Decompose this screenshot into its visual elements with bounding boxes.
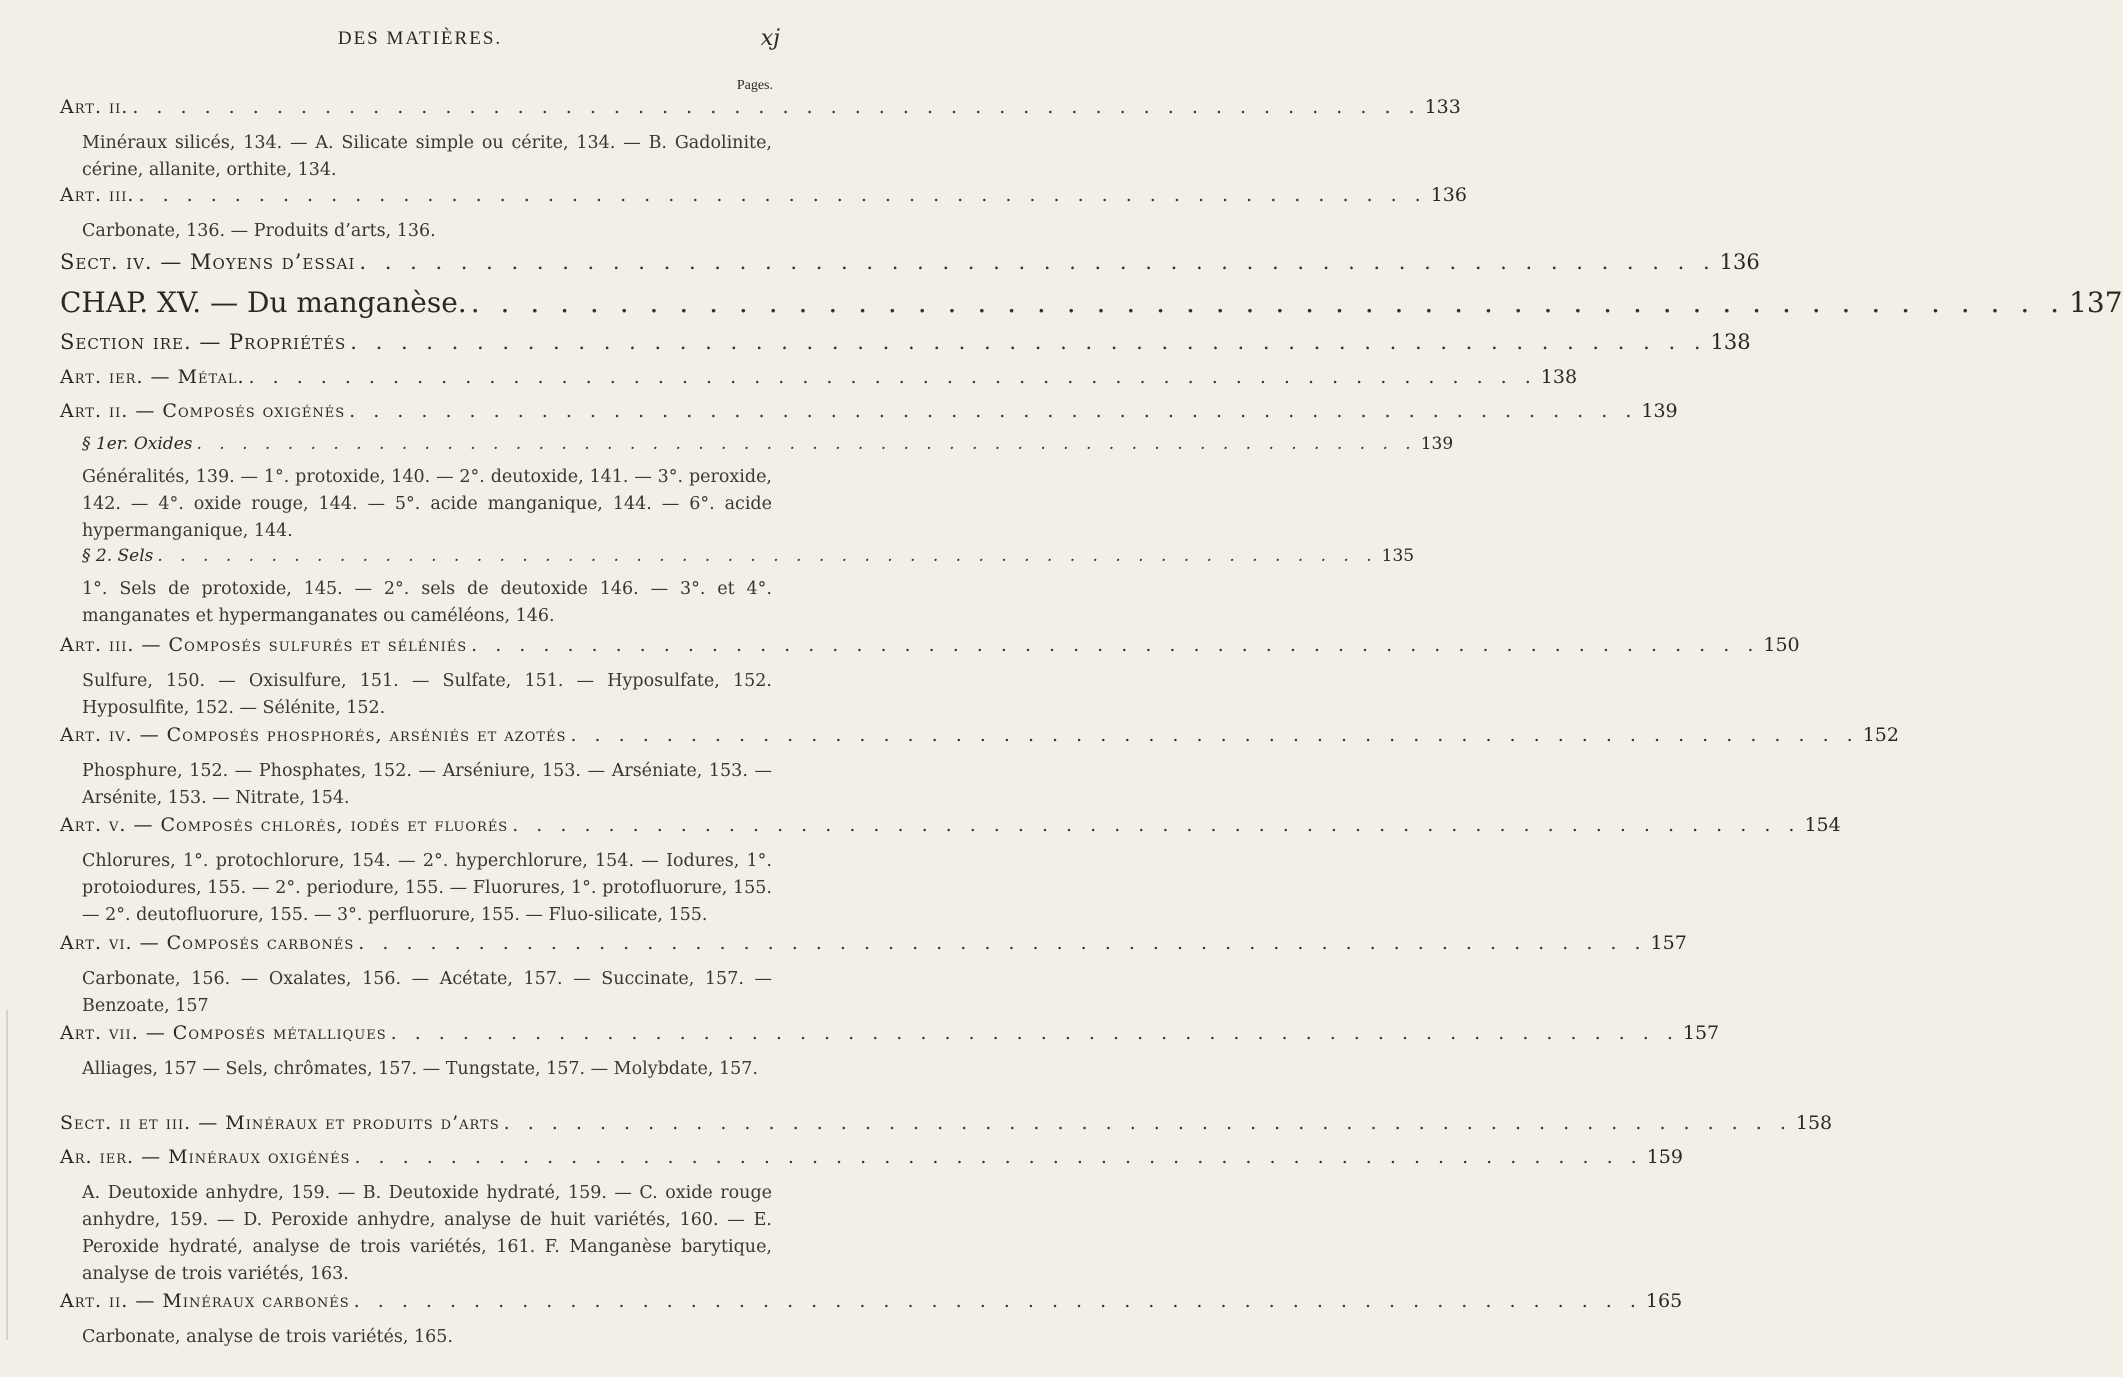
running-header <box>60 18 780 52</box>
toc-entry[interactable] <box>60 330 1751 366</box>
toc-entry[interactable] <box>60 1022 1720 1056</box>
toc-entry[interactable] <box>60 814 1841 848</box>
pages-column-label: Pages. <box>736 78 773 93</box>
entry-label: Art. ier. — Métal. <box>60 366 245 388</box>
entry-detail: 1°. Sels de protoxide, 145. — 2°. sels de deutoxide 146. — 3°. et 4°. manganates et hypermanganates ou caméléons, 146. <box>82 579 772 626</box>
entry-page: 158 <box>1795 1112 1833 1134</box>
toc-entry[interactable] <box>60 1290 1683 1324</box>
entry-page: 136 <box>1430 184 1467 206</box>
entry-page: 154 <box>1804 814 1841 836</box>
dot-leader: . . . . . . . . . . . . . . . . . . . . . . . . . . . . . . . . . . . . . . . . . . . . . . . . . . . . . . <box>503 1112 1792 1134</box>
page-folio: xj <box>760 26 780 51</box>
dot-leader: . . . . . . . . . . . . . . . . . . . . . . . . . . . . . . . . . . . . . . . . . . . . . . . . . . . . . . <box>349 400 1638 422</box>
dot-leader: . . . . . . . . . . . . . . . . . . . . . . . . . . . . . . . . . . . . . . . . . . . . . . . . . . . . . . <box>354 1146 1643 1168</box>
toc-entry[interactable] <box>60 1112 1833 1146</box>
entry-detail: Généralités, 139. — 1°. protoxide, 140. — 2°. deutoxide, 141. — 3°. peroxide, 142. — 4°. oxide rouge, 144. — 5°. acide manganique, 144. — 6°. acide hypermanganique, 144. <box>82 467 772 541</box>
entry-detail: A. Deutoxide anhydre, 159. — B. Deutoxide hydraté, 159. — C. oxide rouge anhydre, 159. — D. Peroxide anhydre, analyse de huit variétés, 160. — E. Peroxide hydraté, analyse de trois variétés, 161. F. Manganèse barytique, analyse de trois variétés, 163. <box>82 1183 772 1284</box>
toc-entry[interactable] <box>60 932 1687 966</box>
toc-subentry[interactable] <box>60 434 1454 464</box>
entry-label: Art. ii. <box>60 96 129 118</box>
dot-leader: . . . . . . . . . . . . . . . . . . . . . . . . . . . . . . . . . . . . . . . . . . . . . . . . . . . . . . <box>132 96 1421 118</box>
entry-detail: Phosphure, 152. — Phosphates, 152. — Arséniure, 153. — Arséniate, 153. — Arsénite, 153. — Nitrate, 154. <box>82 761 772 808</box>
toc-entry[interactable] <box>60 634 1800 668</box>
dot-leader: . . . . . . . . . . . . . . . . . . . . . . . . . . . . . . . . . . . . . . . . . . . . . . . . . . . . . . <box>570 724 1859 746</box>
entry-detail: Sulfure, 150. — Oxisulfure, 151. — Sulfate, 151. — Hyposulfate, 152. Hyposulfite, 152. — Sélénite, 152. <box>82 671 772 718</box>
dot-leader: . . . . . . . . . . . . . . . . . . . . . . . . . . . . . . . . . . . . . . . . . . . . . . . . . . . . . . <box>512 814 1801 836</box>
entry-page: 137 <box>2069 286 2123 319</box>
dot-leader: . . . . . . . . . . . . . . . . . . . . . . . . . . . . . . . . . . . . . . . . . . . . . . . . . . . . . . <box>359 250 1716 274</box>
running-title: DES MATIÈRES. <box>337 28 503 49</box>
toc-entry[interactable] <box>60 96 1461 130</box>
subentry-label: § 2. Sels <box>82 546 154 566</box>
entry-detail: Chlorures, 1°. protochlorure, 154. — 2°. hyperchlorure, 154. — Iodures, 1°. protoiodures, 155. — 2°. periodure, 155. — Fluorures, 1°. protofluorure, 155. — 2°. deutofluorure, 155. — 3°. perfluorure, 155. — Fluo-silicate, 155. <box>82 851 772 925</box>
toc-entry[interactable] <box>60 1146 1683 1180</box>
dot-leader: . . . . . . . . . . . . . . . . . . . . . . . . . . . . . . . . . . . . . . . . . . . . . . . . . . . . . . <box>353 1290 1642 1312</box>
entry-page: 157 <box>1682 1022 1720 1044</box>
entry-label: Art. ii. — Minéraux carbonés <box>60 1290 350 1312</box>
dot-leader: . . . . . . . . . . . . . . . . . . . . . . . . . . . . . . . . . . . . . . . . . . . . . . . . . . . . . . <box>157 546 1378 566</box>
dot-leader: . . . . . . . . . . . . . . . . . . . . . . . . . . . . . . . . . . . . . . . . . . . . . . . . . . . . . . <box>470 286 2066 319</box>
entry-label: Art. iii. — Composés sulfurés et séléniés <box>60 634 468 656</box>
toc-entry[interactable] <box>60 366 1578 400</box>
table-of-contents <box>60 96 2123 1354</box>
entry-page: 135 <box>1381 546 1415 566</box>
entry-detail: Carbonate, 136. — Produits d’arts, 136. <box>82 221 436 241</box>
dot-leader: . . . . . . . . . . . . . . . . . . . . . . . . . . . . . . . . . . . . . . . . . . . . . . . . . . . . . . <box>350 330 1707 354</box>
entry-detail: Minéraux silicés, 134. — A. Silicate simple ou cérite, 134. — B. Gadolinite, cérine, allanite, orthite, 134. <box>82 133 772 180</box>
entry-label: Art. v. — Composés chlorés, iodés et fluorés <box>60 814 509 836</box>
entry-detail: Carbonate, 156. — Oxalates, 156. — Acétate, 157. — Succinate, 157. — Benzoate, 157 <box>82 969 772 1016</box>
entry-page: 150 <box>1763 634 1800 656</box>
entry-label: Ar. ier. — Minéraux oxigénés <box>60 1146 351 1168</box>
dot-leader: . . . . . . . . . . . . . . . . . . . . . . . . . . . . . . . . . . . . . . . . . . . . . . . . . . . . . . <box>358 932 1647 954</box>
entry-page: 139 <box>1641 400 1678 422</box>
toc-entry[interactable] <box>60 184 1467 218</box>
dot-leader: . . . . . . . . . . . . . . . . . . . . . . . . . . . . . . . . . . . . . . . . . . . . . . . . . . . . . . <box>248 366 1537 388</box>
toc-entry[interactable] <box>60 724 1899 758</box>
entry-label: Art. ii. — Composés oxigénés <box>60 400 346 422</box>
page-edge-shadow <box>6 1010 8 1340</box>
dot-leader: . . . . . . . . . . . . . . . . . . . . . . . . . . . . . . . . . . . . . . . . . . . . . . . . . . . . . . <box>138 184 1427 206</box>
entry-label: Art. vi. — Composés carbonés <box>60 932 355 954</box>
entry-label: Art. iii. <box>60 184 135 206</box>
entry-page: 152 <box>1862 724 1899 746</box>
entry-page: 159 <box>1646 1146 1683 1168</box>
chapter-label: CHAP. XV. — Du manganèse. <box>60 286 467 319</box>
entry-page: 133 <box>1424 96 1461 118</box>
toc-subentry[interactable] <box>60 546 1415 576</box>
entry-label: Section ire. — Propriétés <box>60 330 347 354</box>
entry-page: 157 <box>1650 932 1687 954</box>
toc-entry[interactable] <box>60 250 1760 286</box>
entry-label: Art. vii. — Composés métalliques <box>60 1022 387 1044</box>
entry-label: Sect. iv. — Moyens d’essai <box>60 250 356 274</box>
entry-detail: Alliages, 157 — Sels, chrômates, 157. — Tungstate, 157. — Molybdate, 157. <box>82 1059 758 1079</box>
entry-page: 165 <box>1645 1290 1683 1312</box>
dot-leader: . . . . . . . . . . . . . . . . . . . . . . . . . . . . . . . . . . . . . . . . . . . . . . . . . . . . . . <box>196 434 1417 454</box>
toc-entry[interactable] <box>60 400 1678 434</box>
entry-page: 138 <box>1540 366 1578 388</box>
dot-leader: . . . . . . . . . . . . . . . . . . . . . . . . . . . . . . . . . . . . . . . . . . . . . . . . . . . . . . <box>390 1022 1679 1044</box>
entry-page: 136 <box>1719 250 1760 274</box>
dot-leader: . . . . . . . . . . . . . . . . . . . . . . . . . . . . . . . . . . . . . . . . . . . . . . . . . . . . . . <box>471 634 1760 656</box>
entry-detail: Carbonate, analyse de trois variétés, 165. <box>82 1327 453 1347</box>
entry-page: 139 <box>1420 434 1454 454</box>
entry-label: Sect. ii et iii. — Minéraux et produits d’arts <box>60 1112 500 1134</box>
entry-label: Art. iv. — Composés phosphorés, arséniés et azotés <box>60 724 567 746</box>
subentry-label: § 1er. Oxides <box>82 434 193 454</box>
chapter-heading[interactable] <box>60 286 2123 330</box>
entry-page: 138 <box>1710 330 1751 354</box>
